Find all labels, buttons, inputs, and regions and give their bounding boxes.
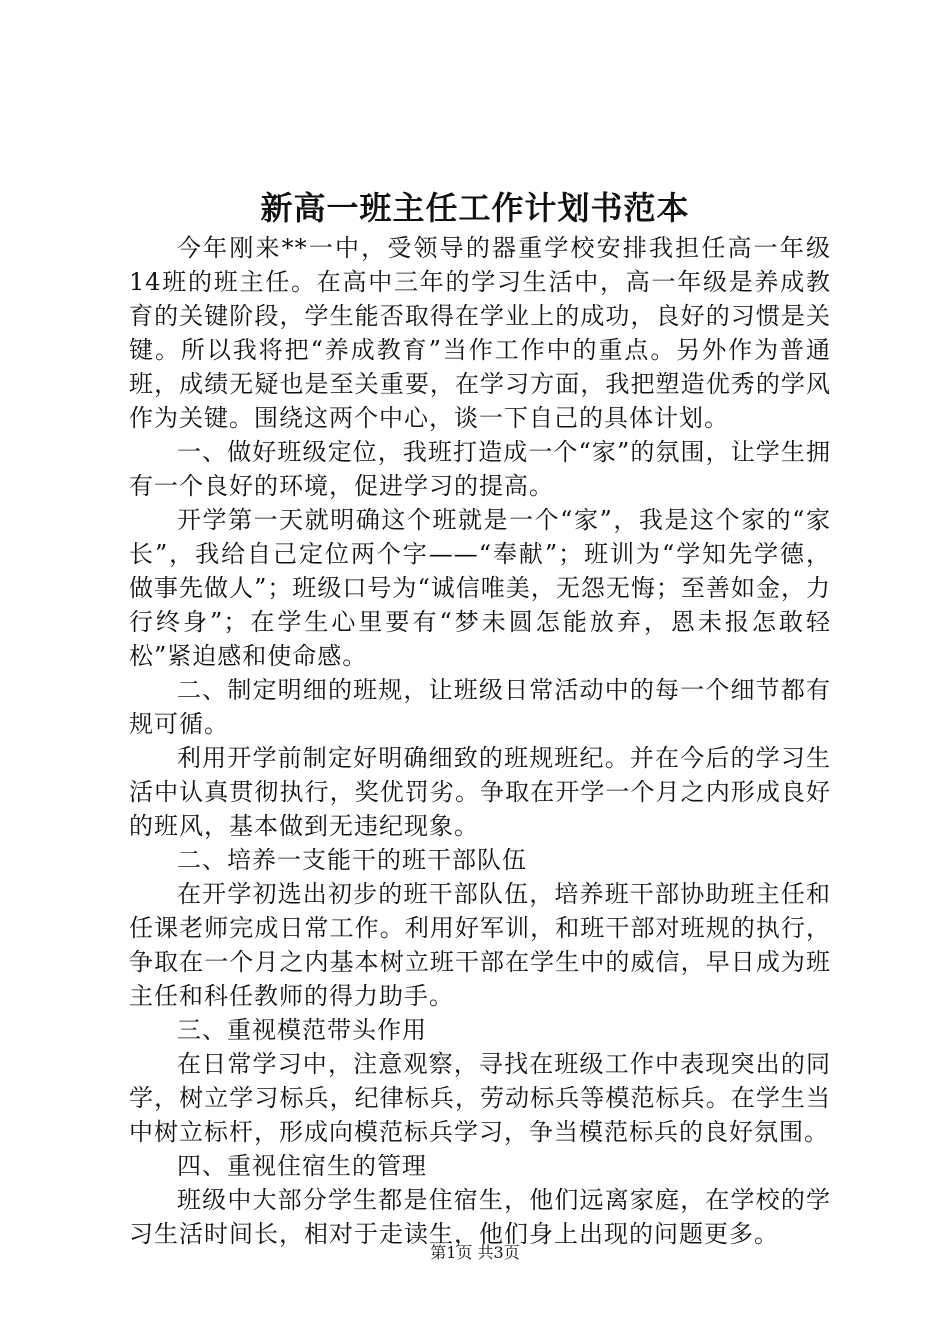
- document-title: 新高一班主任工作计划书范本: [260, 189, 690, 227]
- paragraph-class-cadres: 在开学初选出初步的班干部队伍，培养班干部协助班主任和任课老师完成日常工作。利用好军训，和班干部对班规的执行，争取在一个月之内基本树立班干部在学生中的威信，早日成为班主任和科任教师的得力助手。: [129, 880, 831, 1010]
- paragraph-intro: 今年刚来**一中，受领导的器重学校安排我担任高一年级14班的班主任。在高中三年的学习生活中，高一年级是养成教育的关键阶段，学生能否取得在学业上的成功，良好的习惯是关键。所以我将把“养成教育”当作工作中的重点。另外作为普通班，成绩无疑也是至关重要，在学习方面，我把塑造优秀的学风作为关键。围绕这两个中心，谈一下自己的具体计划。: [129, 234, 831, 432]
- paragraph-role-models: 在日常学习中，注意观察，寻找在班级工作中表现突出的同学，树立学习标兵，纪律标兵，劳动标兵等模范标兵。在学生当中树立标杆，形成向模范标兵学习，争当模范标兵的良好氛围。: [129, 1050, 831, 1146]
- document-body: [129, 231, 831, 1251]
- paragraph-heading-class-positioning: 一、做好班级定位，我班打造成一个“家”的氛围，让学生拥有一个良好的环境，促进学习的提高。: [129, 438, 831, 500]
- paragraph-boarding-students: 班级中大部分学生都是住宿生，他们远离家庭，在学校的学习生活时间长，相对于走读生，他们身上出现的问题更多。: [129, 1186, 831, 1248]
- paragraph-heading-class-rules: 二、制定明细的班规，让班级日常活动中的每一个细节都有规可循。: [129, 676, 831, 738]
- paragraph-heading-role-models: 三、重视模范带头作用: [177, 1016, 427, 1044]
- paragraph-class-positioning: 开学第一天就明确这个班就是一个“家”，我是这个家的“家长”，我给自己定位两个字——“奉献”；班训为“学知先学德，做事先做人”；班级口号为“诚信唯美，无怨无悔；至善如金，力行终身”；在学生心里要有“梦未圆怎能放弃，恩未报怎敢轻松”紧迫感和使命感。: [129, 506, 831, 670]
- paragraph-heading-class-cadres: 二、培养一支能干的班干部队伍: [177, 846, 527, 874]
- page-number-footer: 第1页 共3页: [430, 1243, 520, 1262]
- paragraph-class-rules: 利用开学前制定好明确细致的班规班纪。并在今后的学习生活中认真贯彻执行，奖优罚劣。争取在开学一个月之内形成良好的班风，基本做到无违纪现象。: [129, 744, 831, 840]
- paragraph-heading-boarding-students: 四、重视住宿生的管理: [177, 1152, 427, 1180]
